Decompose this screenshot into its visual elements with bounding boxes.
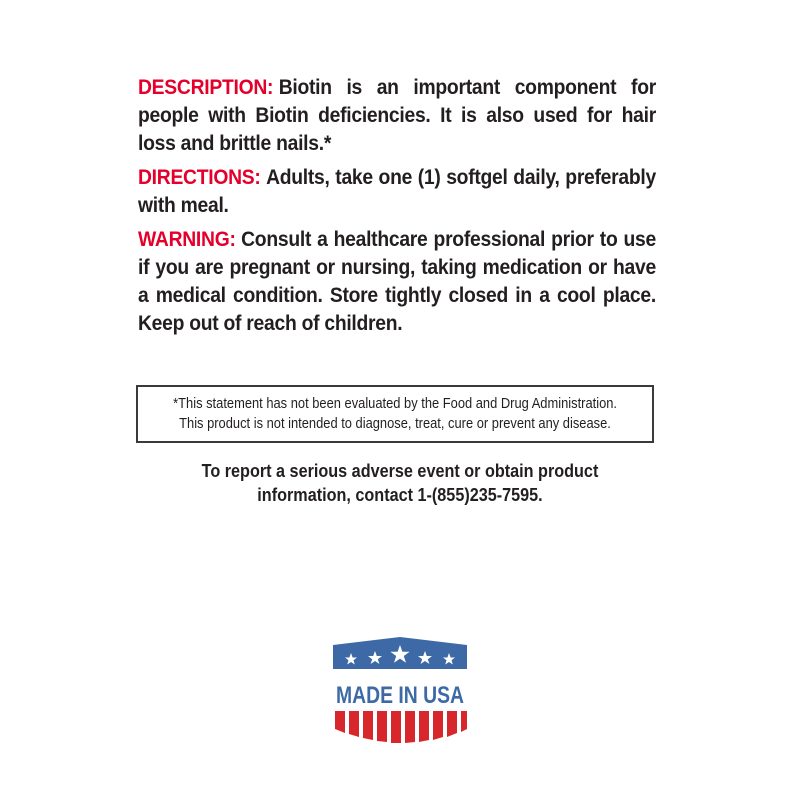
badge-text: MADE IN USA bbox=[336, 682, 464, 709]
disclaimer-line-1: *This statement has not been evaluated by the Food and Drug Administration. bbox=[173, 395, 617, 412]
warning-paragraph bbox=[138, 226, 656, 338]
directions-text: Adults, take one (1) softgel daily, preferably with meal. bbox=[138, 166, 656, 217]
warning-heading: WARNING: bbox=[138, 228, 236, 251]
badge-stripes-icon bbox=[335, 711, 467, 743]
report-line-2: information, contact 1-(855)235-7595. bbox=[257, 485, 543, 505]
report-line-1: To report a serious adverse event or obtain product bbox=[201, 461, 599, 481]
description-heading: DESCRIPTION: bbox=[138, 76, 274, 99]
description-text: Biotin is an important component for people with Biotin deficiencies. It is also used for hair loss and brittle nails.* bbox=[138, 76, 656, 155]
label-text-block bbox=[138, 74, 656, 344]
adverse-event-contact bbox=[130, 459, 670, 507]
warning-text: Consult a healthcare professional prior to use if you are pregnant or nursing, taking medication or have a medical condition. Store tightly closed in a cool place. Keep out of reach of children. bbox=[138, 228, 656, 335]
directions-paragraph bbox=[138, 164, 656, 220]
made-in-usa-badge-icon bbox=[331, 637, 469, 743]
description-paragraph bbox=[138, 74, 656, 158]
disclaimer-line-2: This product is not intended to diagnose, treat, cure or prevent any disease. bbox=[179, 415, 611, 432]
directions-heading: DIRECTIONS: bbox=[138, 166, 261, 189]
fda-disclaimer-box bbox=[136, 385, 654, 443]
